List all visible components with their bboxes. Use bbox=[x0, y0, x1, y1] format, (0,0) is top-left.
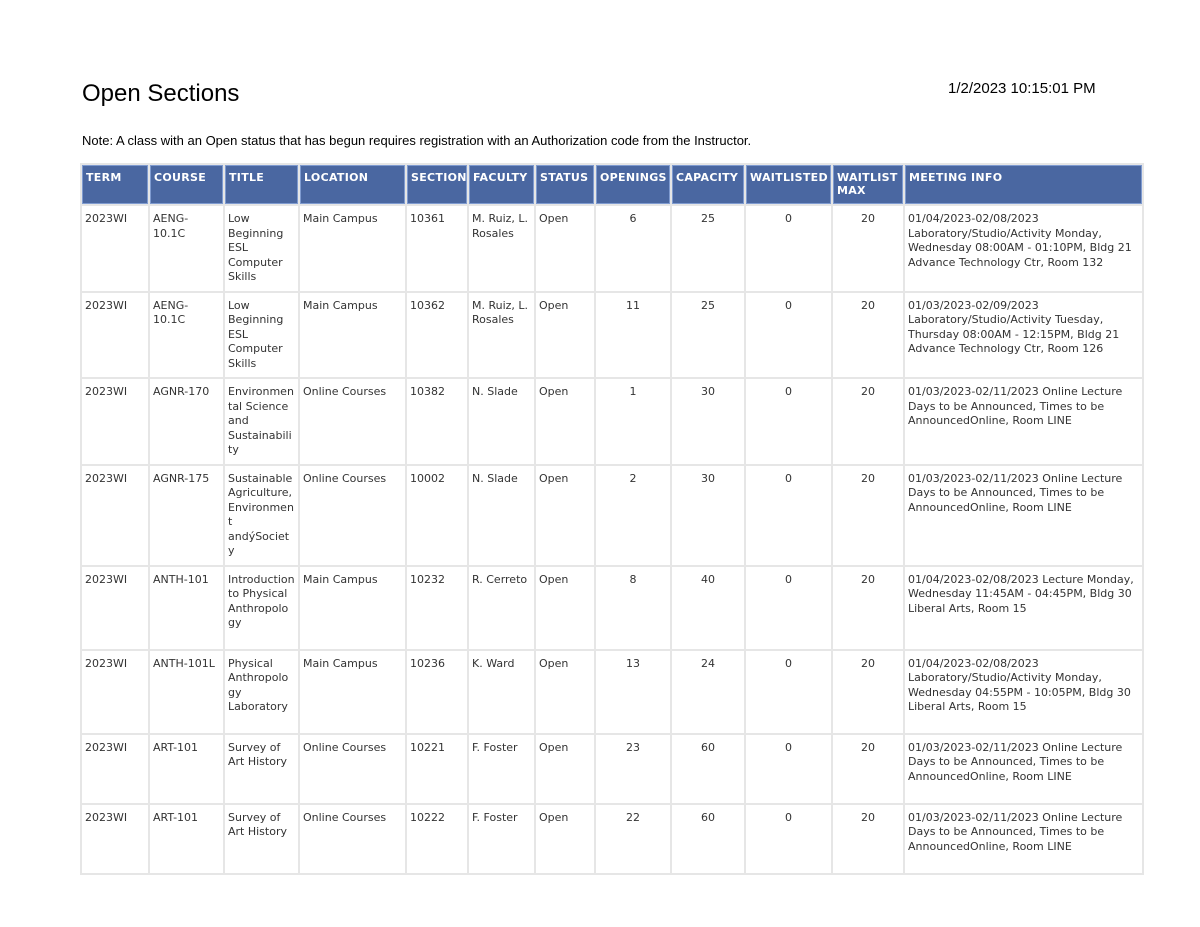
cell-status: Open bbox=[536, 735, 594, 803]
cell-meeting-info: 01/04/2023-02/08/2023 Laboratory/Studio/Activity Monday, Wednesday 04:55PM - 10:05PM, Bldg 30 Liberal Arts, Room 15 bbox=[905, 651, 1142, 733]
cell-faculty: R. Cerreto bbox=[469, 567, 534, 649]
cell-faculty: F. Foster bbox=[469, 805, 534, 873]
cell-title: Low Beginning ESL Computer Skills bbox=[225, 206, 298, 291]
cell-course: ART-101 bbox=[150, 805, 223, 873]
column-header-faculty: FACULTY bbox=[469, 165, 534, 204]
cell-title: Introduction to Physical Anthropology bbox=[225, 567, 298, 649]
cell-waitlisted: 0 bbox=[746, 651, 831, 733]
cell-location: Main Campus bbox=[300, 293, 405, 378]
column-header-capacity: CAPACITY bbox=[672, 165, 744, 204]
cell-title: Physical Anthropology Laboratory bbox=[225, 651, 298, 733]
cell-course: AENG-10.1C bbox=[150, 293, 223, 378]
cell-title: Survey of Art History bbox=[225, 735, 298, 803]
cell-section: 10382 bbox=[407, 379, 467, 464]
cell-meeting-info: 01/03/2023-02/09/2023 Laboratory/Studio/Activity Tuesday, Thursday 08:00AM - 12:15PM, Bldg 21 Advance Technology Ctr, Room 126 bbox=[905, 293, 1142, 378]
cell-faculty: K. Ward bbox=[469, 651, 534, 733]
column-header-title: TITLE bbox=[225, 165, 298, 204]
cell-section: 10002 bbox=[407, 466, 467, 565]
cell-faculty: N. Slade bbox=[469, 379, 534, 464]
column-header-waitlisted: WAITLISTED bbox=[746, 165, 831, 204]
cell-term: 2023WI bbox=[82, 379, 148, 464]
cell-term: 2023WI bbox=[82, 735, 148, 803]
column-header-location: LOCATION bbox=[300, 165, 405, 204]
cell-waitlist-max: 20 bbox=[833, 805, 903, 873]
cell-capacity: 40 bbox=[672, 567, 744, 649]
cell-status: Open bbox=[536, 293, 594, 378]
table-row bbox=[82, 293, 1142, 378]
cell-title: Sustainable Agriculture, Environment andýSociety bbox=[225, 466, 298, 565]
table-row bbox=[82, 379, 1142, 464]
cell-capacity: 25 bbox=[672, 206, 744, 291]
cell-faculty: M. Ruiz, L. Rosales bbox=[469, 293, 534, 378]
cell-waitlisted: 0 bbox=[746, 466, 831, 565]
cell-section: 10236 bbox=[407, 651, 467, 733]
table-row bbox=[82, 567, 1142, 649]
table-row bbox=[82, 735, 1142, 803]
column-header-course: COURSE bbox=[150, 165, 223, 204]
cell-location: Online Courses bbox=[300, 735, 405, 803]
table-row bbox=[82, 466, 1142, 565]
table-header-row bbox=[82, 165, 1142, 204]
cell-faculty: F. Foster bbox=[469, 735, 534, 803]
column-header-term: TERM bbox=[82, 165, 148, 204]
cell-waitlisted: 0 bbox=[746, 379, 831, 464]
cell-meeting-info: 01/04/2023-02/08/2023 Laboratory/Studio/Activity Monday, Wednesday 08:00AM - 01:10PM, Bldg 21 Advance Technology Ctr, Room 132 bbox=[905, 206, 1142, 291]
cell-location: Main Campus bbox=[300, 651, 405, 733]
cell-title: Survey of Art History bbox=[225, 805, 298, 873]
cell-waitlisted: 0 bbox=[746, 735, 831, 803]
report-timestamp: 1/2/2023 10:15:01 PM bbox=[948, 80, 1096, 97]
cell-location: Main Campus bbox=[300, 567, 405, 649]
cell-status: Open bbox=[536, 567, 594, 649]
cell-waitlisted: 0 bbox=[746, 805, 831, 873]
cell-status: Open bbox=[536, 206, 594, 291]
cell-meeting-info: 01/03/2023-02/11/2023 Online Lecture Days to be Announced, Times to be AnnouncedOnline, Room LINE bbox=[905, 379, 1142, 464]
cell-faculty: M. Ruiz, L. Rosales bbox=[469, 206, 534, 291]
table-row bbox=[82, 805, 1142, 873]
cell-capacity: 30 bbox=[672, 379, 744, 464]
cell-waitlist-max: 20 bbox=[833, 567, 903, 649]
cell-openings: 8 bbox=[596, 567, 670, 649]
cell-title: Environmental Science and Sustainability bbox=[225, 379, 298, 464]
cell-openings: 22 bbox=[596, 805, 670, 873]
cell-openings: 13 bbox=[596, 651, 670, 733]
cell-term: 2023WI bbox=[82, 293, 148, 378]
cell-term: 2023WI bbox=[82, 651, 148, 733]
cell-course: AENG-10.1C bbox=[150, 206, 223, 291]
column-header-section: SECTION bbox=[407, 165, 467, 204]
cell-location: Online Courses bbox=[300, 379, 405, 464]
cell-openings: 2 bbox=[596, 466, 670, 565]
cell-location: Main Campus bbox=[300, 206, 405, 291]
cell-meeting-info: 01/03/2023-02/11/2023 Online Lecture Days to be Announced, Times to be AnnouncedOnline, Room LINE bbox=[905, 805, 1142, 873]
cell-meeting-info: 01/04/2023-02/08/2023 Lecture Monday, Wednesday 11:45AM - 04:45PM, Bldg 30 Liberal Arts, Room 15 bbox=[905, 567, 1142, 649]
cell-course: ANTH-101 bbox=[150, 567, 223, 649]
cell-openings: 1 bbox=[596, 379, 670, 464]
cell-waitlist-max: 20 bbox=[833, 735, 903, 803]
table-row bbox=[82, 206, 1142, 291]
open-sections-table bbox=[80, 163, 1144, 875]
cell-course: ART-101 bbox=[150, 735, 223, 803]
cell-title: Low Beginning ESL Computer Skills bbox=[225, 293, 298, 378]
column-header-status: STATUS bbox=[536, 165, 594, 204]
cell-waitlisted: 0 bbox=[746, 567, 831, 649]
authorization-note: Note: A class with an Open status that has begun requires registration with an Authorization code from the Instructor. bbox=[82, 133, 752, 148]
column-header-waitlist-max: WAITLIST MAX bbox=[833, 165, 903, 204]
cell-term: 2023WI bbox=[82, 567, 148, 649]
cell-term: 2023WI bbox=[82, 206, 148, 291]
cell-course: ANTH-101L bbox=[150, 651, 223, 733]
cell-location: Online Courses bbox=[300, 466, 405, 565]
cell-section: 10222 bbox=[407, 805, 467, 873]
cell-capacity: 25 bbox=[672, 293, 744, 378]
page-title: Open Sections bbox=[82, 80, 240, 107]
cell-term: 2023WI bbox=[82, 466, 148, 565]
cell-status: Open bbox=[536, 805, 594, 873]
cell-section: 10232 bbox=[407, 567, 467, 649]
cell-location: Online Courses bbox=[300, 805, 405, 873]
cell-waitlist-max: 20 bbox=[833, 293, 903, 378]
cell-openings: 6 bbox=[596, 206, 670, 291]
column-header-meeting-info: MEETING INFO bbox=[905, 165, 1142, 204]
cell-waitlist-max: 20 bbox=[833, 206, 903, 291]
cell-waitlisted: 0 bbox=[746, 293, 831, 378]
cell-course: AGNR-170 bbox=[150, 379, 223, 464]
cell-term: 2023WI bbox=[82, 805, 148, 873]
table-row bbox=[82, 651, 1142, 733]
cell-openings: 11 bbox=[596, 293, 670, 378]
cell-waitlist-max: 20 bbox=[833, 379, 903, 464]
cell-waitlist-max: 20 bbox=[833, 651, 903, 733]
cell-status: Open bbox=[536, 379, 594, 464]
cell-capacity: 30 bbox=[672, 466, 744, 565]
cell-capacity: 24 bbox=[672, 651, 744, 733]
cell-section: 10362 bbox=[407, 293, 467, 378]
cell-faculty: N. Slade bbox=[469, 466, 534, 565]
cell-status: Open bbox=[536, 466, 594, 565]
cell-openings: 23 bbox=[596, 735, 670, 803]
cell-capacity: 60 bbox=[672, 805, 744, 873]
column-header-openings: OPENINGS bbox=[596, 165, 670, 204]
cell-meeting-info: 01/03/2023-02/11/2023 Online Lecture Days to be Announced, Times to be AnnouncedOnline, Room LINE bbox=[905, 466, 1142, 565]
cell-waitlist-max: 20 bbox=[833, 466, 903, 565]
cell-waitlisted: 0 bbox=[746, 206, 831, 291]
cell-course: AGNR-175 bbox=[150, 466, 223, 565]
cell-meeting-info: 01/03/2023-02/11/2023 Online Lecture Days to be Announced, Times to be AnnouncedOnline, Room LINE bbox=[905, 735, 1142, 803]
cell-capacity: 60 bbox=[672, 735, 744, 803]
cell-section: 10361 bbox=[407, 206, 467, 291]
cell-status: Open bbox=[536, 651, 594, 733]
cell-section: 10221 bbox=[407, 735, 467, 803]
